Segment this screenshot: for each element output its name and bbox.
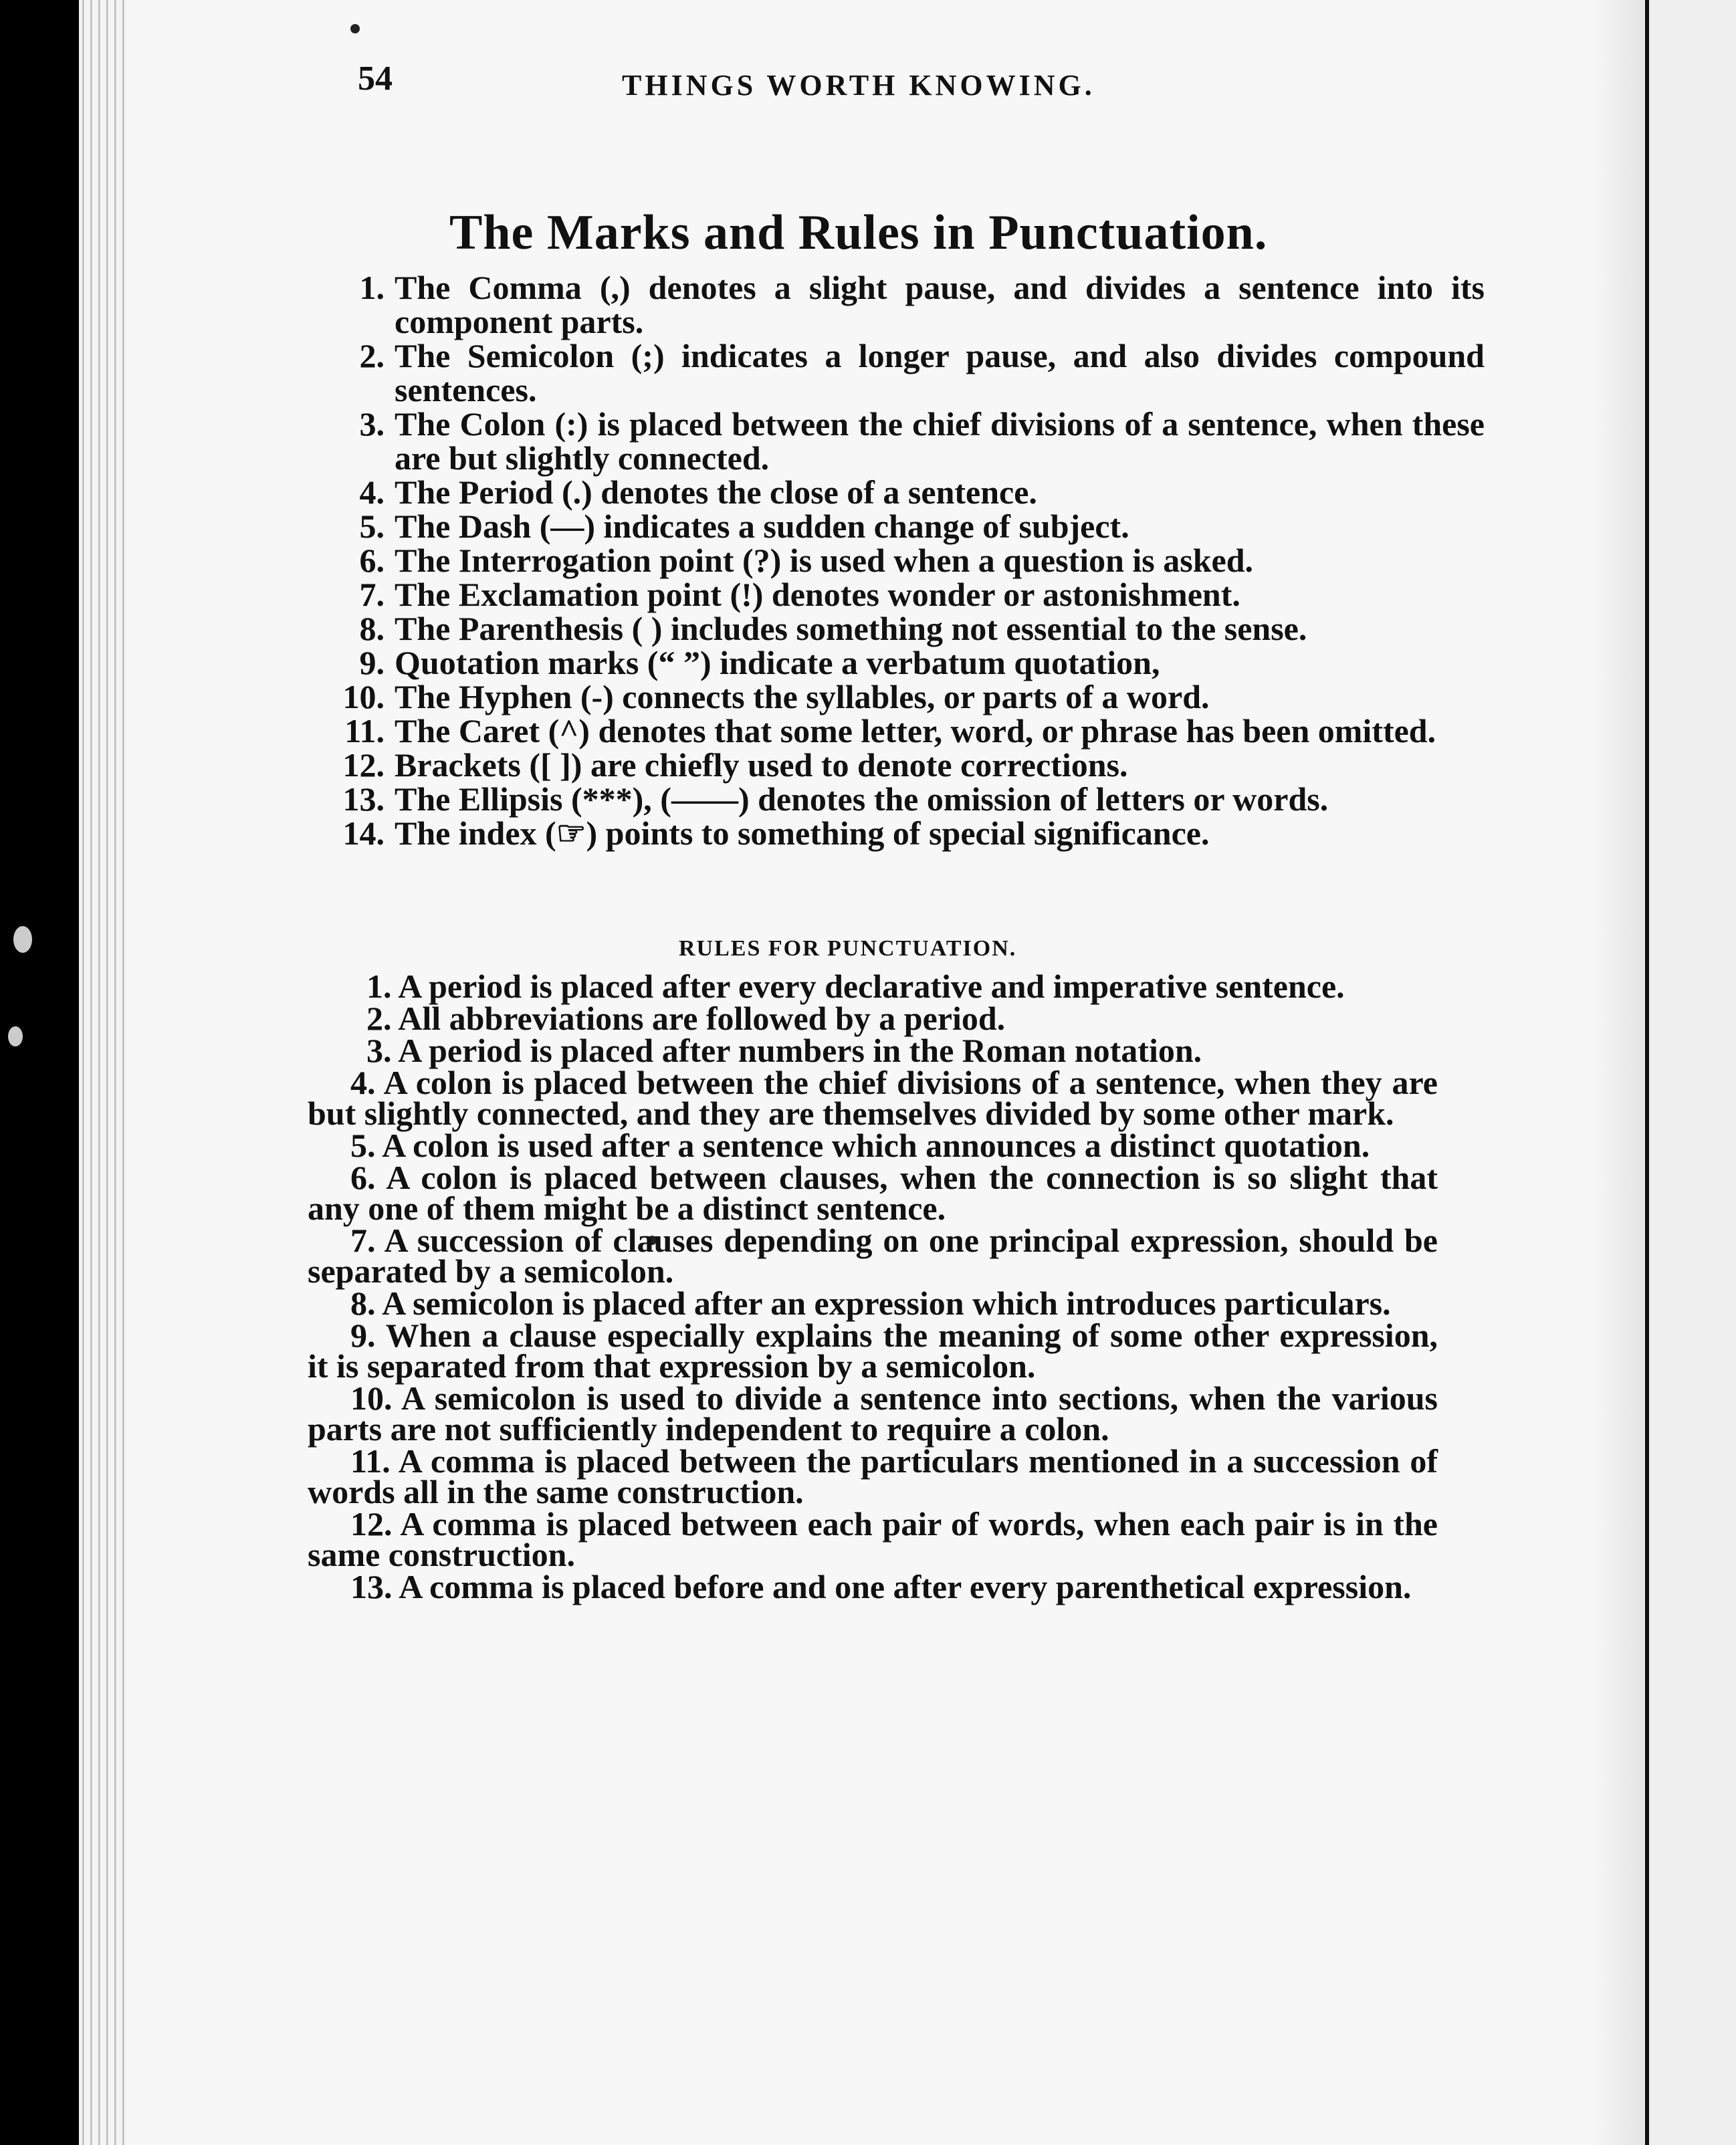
rule-item: 6. A colon is placed between clauses, when the connection is so slight that any one of them might be a distinct sentence. bbox=[308, 1159, 1438, 1227]
list-item bbox=[321, 475, 1485, 510]
running-title: THINGS WORTH KNOWING. bbox=[622, 69, 1095, 102]
item-number: 14. bbox=[342, 814, 385, 852]
list-item bbox=[321, 544, 1485, 578]
item-text: Brackets ([ ]) are chiefly used to denote corrections. bbox=[395, 746, 1128, 784]
item-number: 9. bbox=[359, 644, 385, 681]
running-head bbox=[227, 59, 1431, 106]
list-item bbox=[321, 407, 1485, 475]
item-number: 12. bbox=[342, 746, 385, 784]
list-item bbox=[321, 748, 1485, 782]
item-number: 4. bbox=[359, 473, 385, 511]
item-text: The Hyphen (-) connects the syllables, or parts of a word. bbox=[395, 678, 1210, 715]
punctuation-marks-list bbox=[321, 271, 1485, 851]
item-text: The Colon (:) is placed between the chief divisions of a sentence, when these are but slightly connected. bbox=[395, 405, 1485, 477]
list-item bbox=[321, 680, 1485, 714]
list-item bbox=[321, 507, 1485, 545]
item-text: The Period (.) denotes the close of a sentence. bbox=[395, 473, 1037, 511]
item-number: 5. bbox=[359, 507, 385, 545]
list-item bbox=[321, 646, 1485, 680]
list-item bbox=[321, 339, 1485, 407]
rules-list bbox=[308, 968, 1438, 1605]
page-number: 54 bbox=[358, 60, 393, 98]
item-number: 10. bbox=[342, 678, 385, 715]
list-item bbox=[321, 612, 1485, 646]
item-number: 11. bbox=[344, 712, 385, 750]
item-number: 8. bbox=[359, 610, 385, 647]
item-number: 3. bbox=[359, 405, 385, 443]
item-number: 6. bbox=[359, 542, 385, 579]
list-item bbox=[321, 782, 1485, 816]
ink-speck bbox=[13, 926, 32, 953]
list-item bbox=[321, 714, 1485, 748]
article-title: The Marks and Rules in Punctuation. bbox=[449, 205, 1268, 260]
page-stack-edge bbox=[79, 0, 127, 2145]
item-text: The Semicolon (;) indicates a longer pause, and also divides compound sentences. bbox=[395, 337, 1485, 409]
list-item bbox=[321, 578, 1485, 612]
rule-item: 3. A period is placed after numbers in the Roman notation. bbox=[366, 1032, 1202, 1069]
rule-item: 5. A colon is used after a sentence which announces a distinct quotation. bbox=[350, 1127, 1370, 1164]
item-text: Quotation marks (“ ”) indicate a verbatum quotation, bbox=[395, 644, 1160, 681]
facing-page-edge bbox=[1645, 0, 1736, 2145]
item-text: The index (☞) points to something of special significance. bbox=[395, 814, 1210, 852]
rule-item: 13. A comma is placed before and one after every parenthetical expression. bbox=[350, 1568, 1412, 1605]
ink-speck bbox=[350, 24, 360, 33]
item-number: 1. bbox=[359, 269, 385, 306]
rules-heading: RULES FOR PUNCTUATION. bbox=[679, 936, 1017, 961]
item-number: 13. bbox=[342, 780, 385, 818]
rule-item: 11. A comma is placed between the particulars mentioned in a succession of words all in the same construction. bbox=[308, 1442, 1438, 1510]
rule-item: 7. A succession of clauses depending on one principal expression, should be separated by a semicolon. bbox=[308, 1222, 1438, 1290]
list-item bbox=[321, 271, 1485, 339]
rule-item: 1. A period is placed after every declarative and imperative sentence. bbox=[366, 968, 1345, 1005]
gutter-shadow bbox=[1592, 0, 1645, 2145]
item-text: The Caret (^) denotes that some letter, word, or phrase has been omitted. bbox=[395, 712, 1436, 750]
item-text: The Exclamation point (!) denotes wonder or astonishment. bbox=[395, 576, 1240, 613]
item-number: 2. bbox=[359, 337, 385, 374]
list-item bbox=[321, 816, 1485, 851]
item-number: 7. bbox=[359, 576, 385, 613]
ink-speck bbox=[8, 1026, 23, 1046]
rule-item: 2. All abbreviations are followed by a period. bbox=[366, 1000, 1006, 1037]
rule-item: 8. A semicolon is placed after an expression which introduces particulars. bbox=[350, 1284, 1391, 1322]
item-text: The Comma (,) denotes a slight pause, and divides a sentence into its component parts. bbox=[395, 269, 1485, 340]
rule-item: 4. A colon is placed between the chief divisions of a sentence, when they are but slightly connected, and they are themselves divided by some other mark. bbox=[308, 1064, 1438, 1132]
item-text: The Interrogation point (?) is used when a question is asked. bbox=[395, 542, 1254, 579]
rule-item: 9. When a clause especially explains the meaning of some other expression, it is separated from that expression by a semicolon. bbox=[308, 1317, 1438, 1385]
item-text: The Ellipsis (***), (——) denotes the omission of letters or words. bbox=[395, 780, 1329, 818]
item-text: The Parenthesis ( ) includes something not essential to the sense. bbox=[395, 610, 1307, 647]
item-text: The Dash (—) indicates a sudden change of subject. bbox=[395, 507, 1129, 545]
rule-item: 10. A semicolon is used to divide a sentence into sections, when the various parts are not sufficiently independent to require a colon. bbox=[308, 1379, 1438, 1448]
rule-item: 12. A comma is placed between each pair of words, when each pair is in the same construction. bbox=[308, 1505, 1438, 1573]
